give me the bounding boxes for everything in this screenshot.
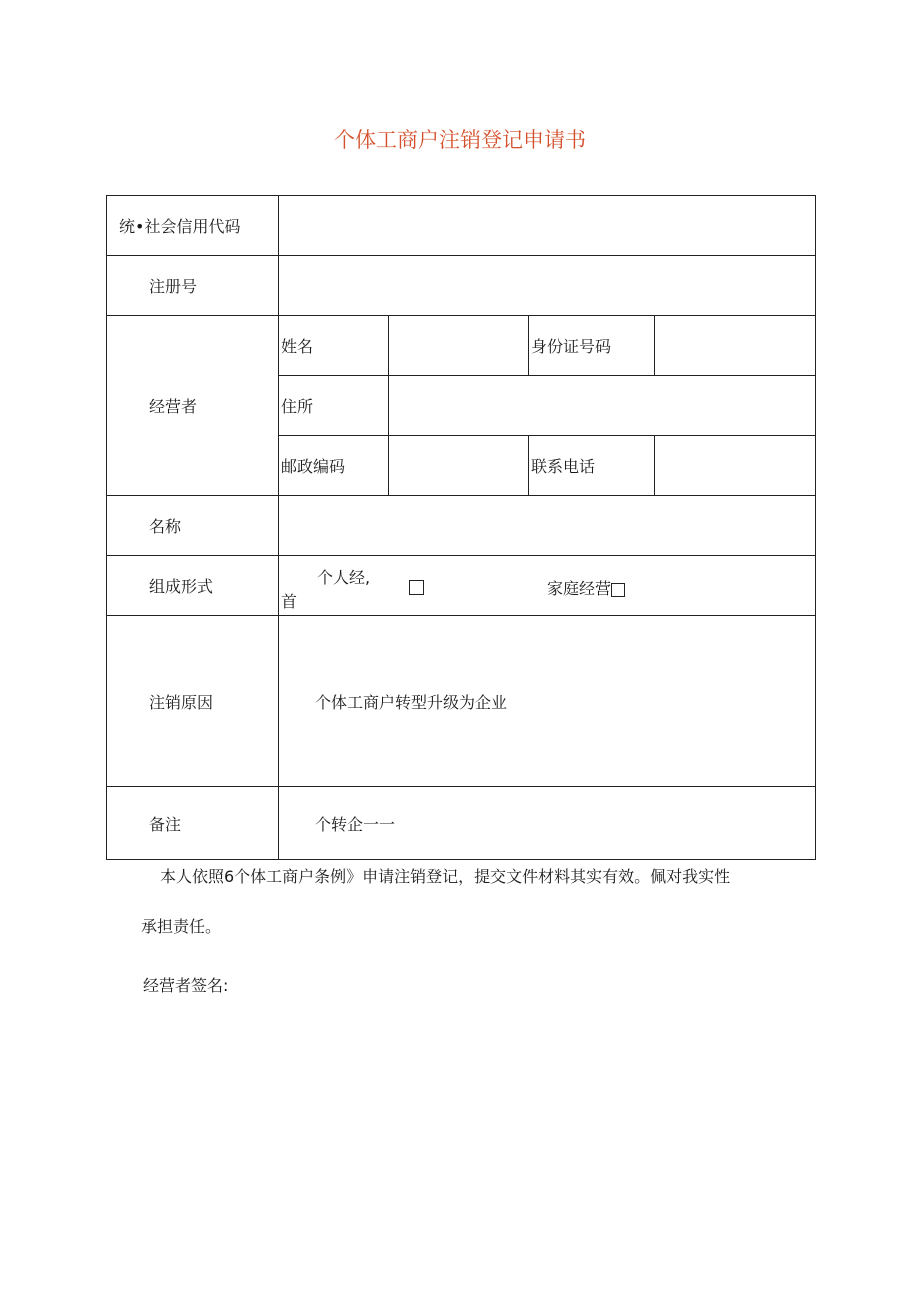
biz-name-label: 名称 — [107, 496, 279, 556]
document-title: 个体工商户注销登记申请书 — [334, 128, 586, 152]
postal-field[interactable] — [389, 436, 529, 496]
family-checkbox[interactable] — [611, 583, 625, 597]
reg-no-label: 注册号 — [107, 256, 279, 316]
phone-label: 联系电话 — [529, 436, 655, 496]
individual-checkbox[interactable] — [409, 580, 424, 595]
reason-value[interactable]: 个体工商户转型升级为企业 — [279, 616, 816, 787]
form-option-family-label: 家庭经营 — [547, 579, 612, 598]
reason-label: 注销原因 — [107, 616, 279, 787]
credit-code-field[interactable] — [279, 196, 816, 256]
name-field[interactable] — [389, 316, 529, 376]
row-remark — [107, 787, 816, 860]
signature-label: 经营者签名: — [143, 976, 229, 995]
name-label: 姓名 — [279, 316, 389, 376]
form-option-individual-line2: 首 — [281, 592, 298, 611]
address-field[interactable] — [389, 376, 816, 436]
biz-name-field[interactable] — [279, 496, 816, 556]
form-label: 组成形式 — [107, 556, 279, 616]
form-options — [279, 556, 816, 616]
row-biz-name — [107, 496, 816, 556]
credit-code-label: 统•社会信用代码 — [107, 196, 279, 256]
row-reason — [107, 616, 816, 787]
phone-field[interactable] — [655, 436, 816, 496]
address-label: 住所 — [279, 376, 389, 436]
row-credit-code — [107, 196, 816, 256]
declaration-line-2: 承担责任。 — [141, 917, 222, 936]
form-option-family — [547, 576, 625, 599]
id-label: 身份证号码 — [529, 316, 655, 376]
remark-value[interactable]: 个转企一一 — [279, 787, 816, 860]
postal-label: 邮政编码 — [279, 436, 389, 496]
row-form — [107, 556, 816, 616]
row-reg-no — [107, 256, 816, 316]
id-field[interactable] — [655, 316, 816, 376]
reg-no-field[interactable] — [279, 256, 816, 316]
remark-label: 备注 — [107, 787, 279, 860]
operator-label: 经营者 — [107, 316, 279, 496]
application-form-table — [106, 195, 816, 860]
declaration-line-1: 本人依照6个体工商户条例》申请注销登记，提交文件材料其实有效。佩对我实性 — [160, 867, 731, 886]
row-operator-name — [107, 316, 816, 376]
form-option-individual-line1: 个人经, — [317, 568, 371, 587]
